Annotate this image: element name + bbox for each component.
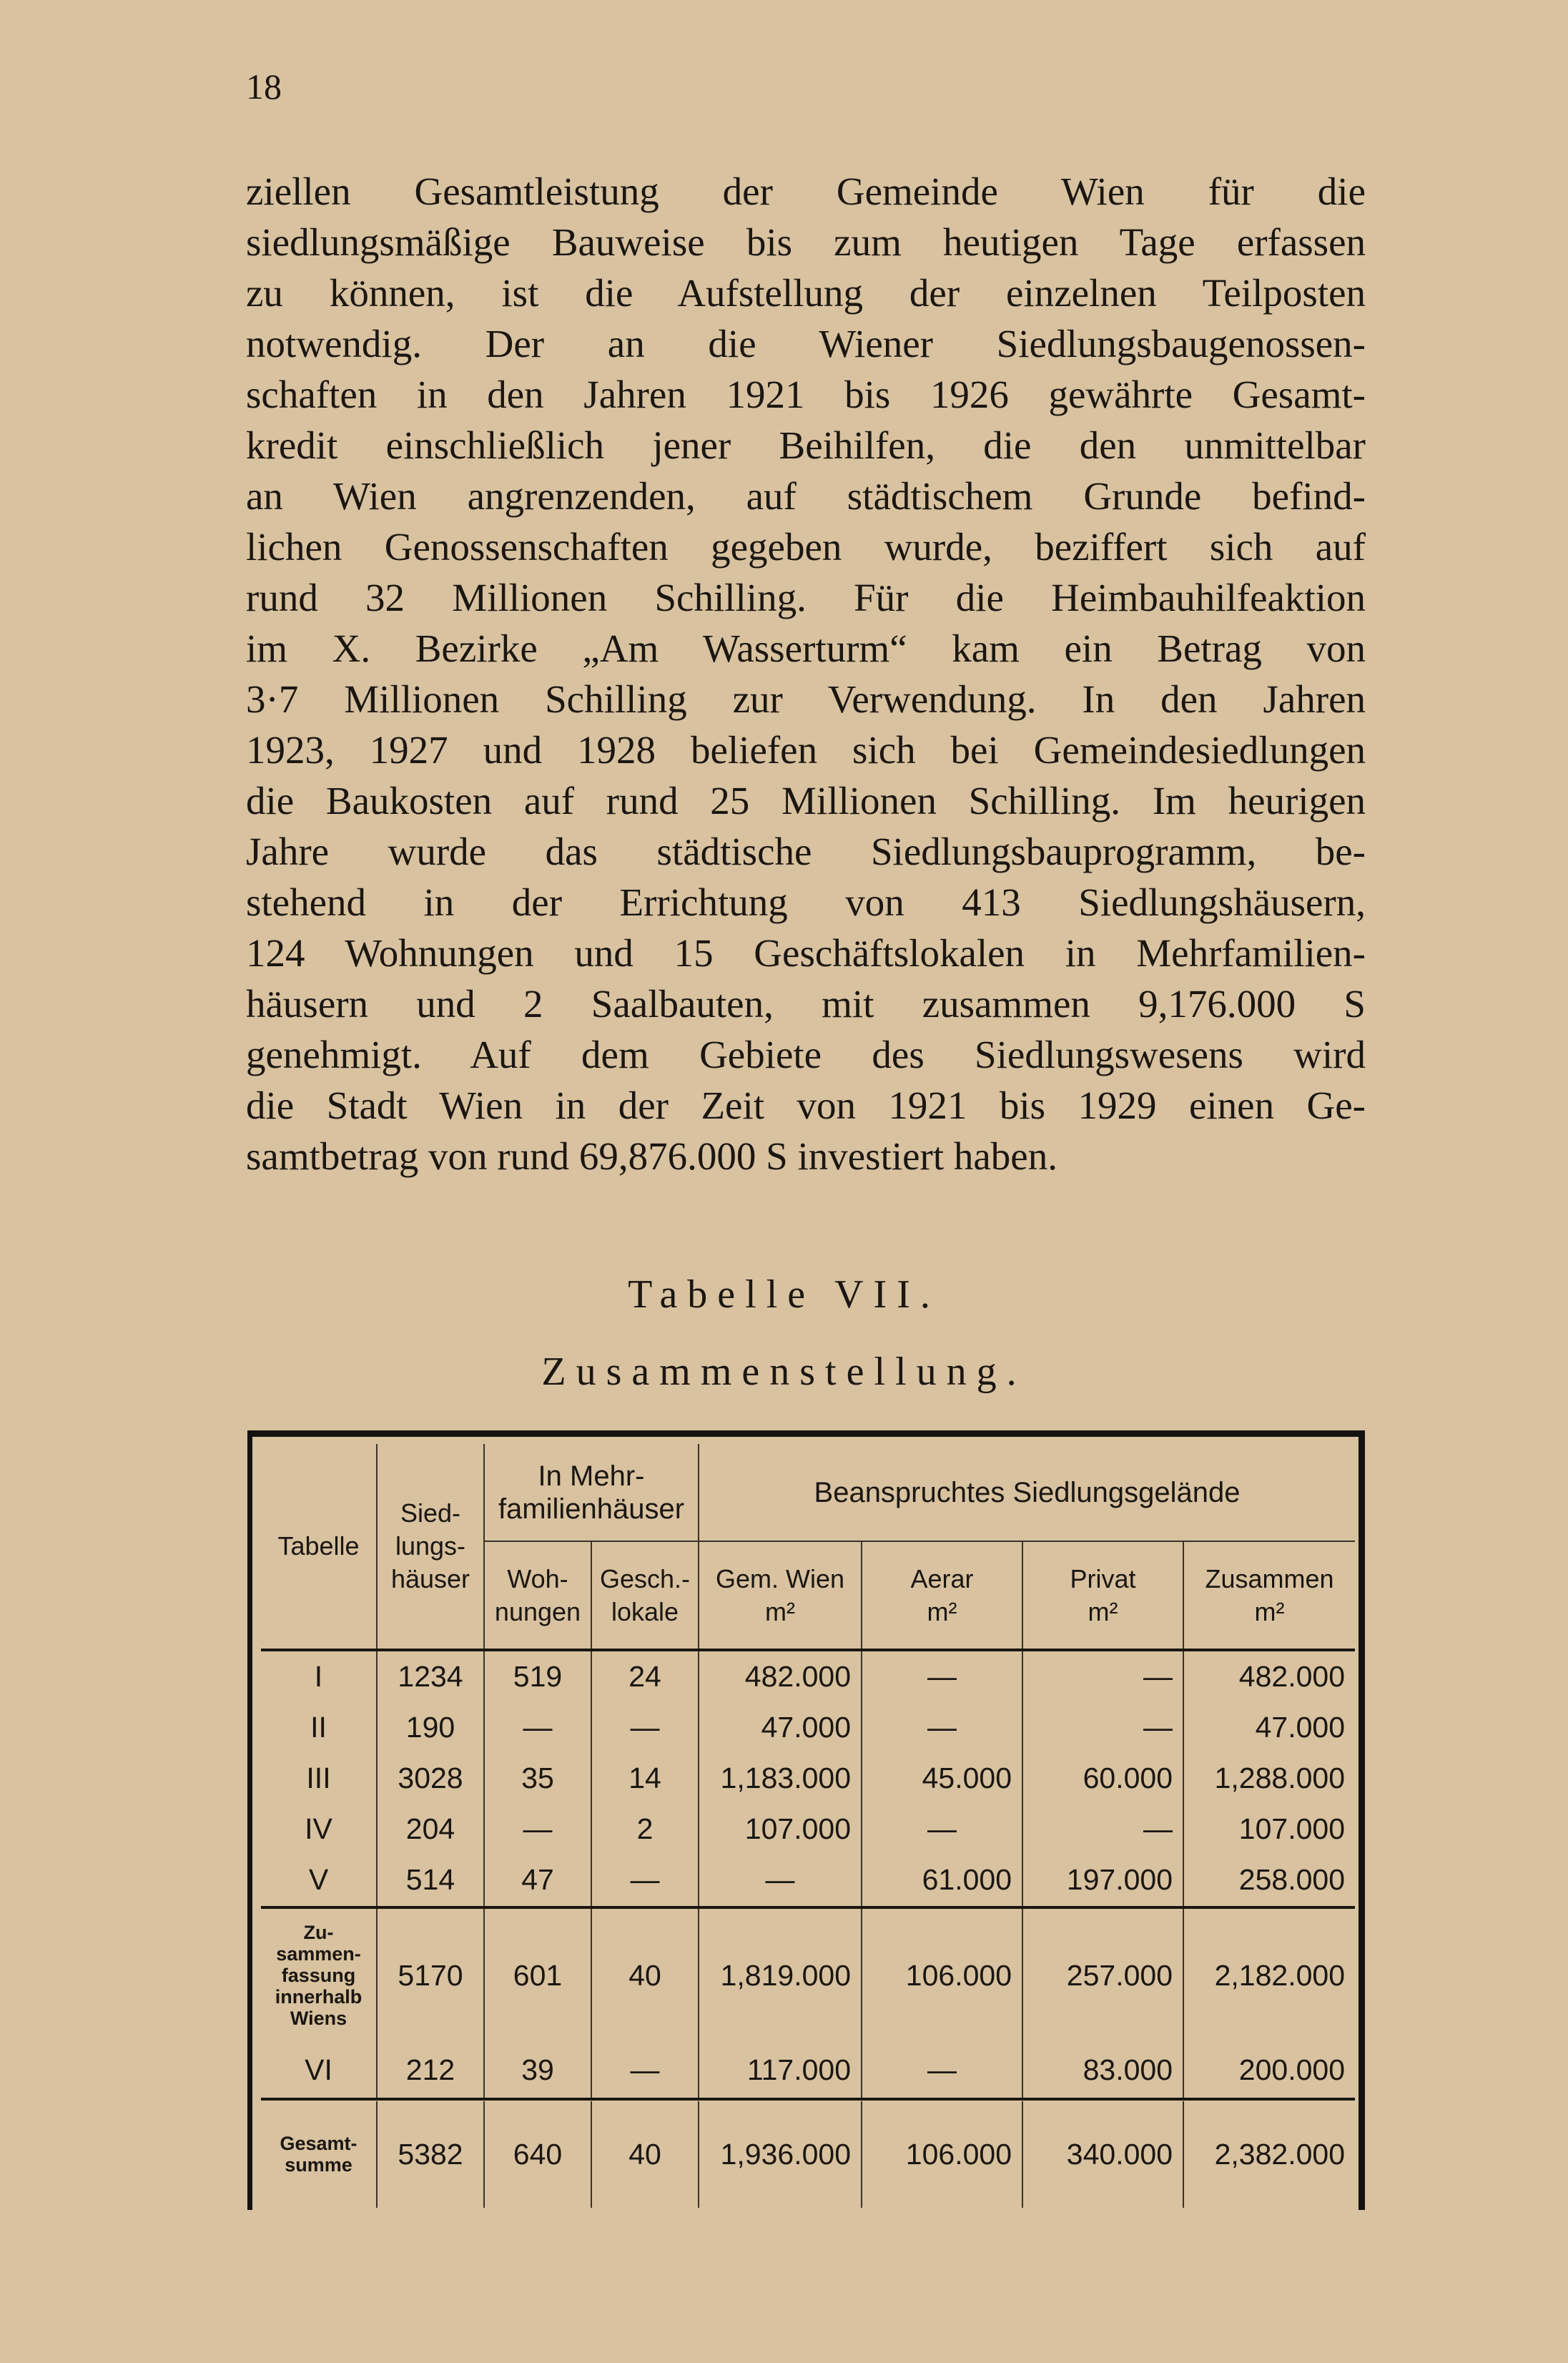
summary-table bbox=[261, 1444, 1355, 2208]
cell-gemeinde-wien: 107.000 bbox=[699, 1804, 862, 1854]
cell-privat: — bbox=[1022, 1702, 1183, 1753]
cell-siedlungshaeuser: 204 bbox=[377, 1804, 484, 1854]
table-frame bbox=[247, 1430, 1365, 2210]
cell-geschaeftslokale: — bbox=[591, 1702, 699, 1753]
col-header-wohnungen: Woh- nungen bbox=[484, 1541, 591, 1650]
table-subtitle: Zusammenstellung. bbox=[541, 1350, 1027, 1394]
cell-zusammen: 200.000 bbox=[1238, 2053, 1346, 2086]
text-line: 124 Wohnungen und 15 Geschäftslokalen in Mehrfamilien- bbox=[246, 931, 1366, 975]
table-row bbox=[261, 1651, 1355, 1702]
text-line: kredit einschließlich jener Beihilfen, die den unmittelbar bbox=[246, 423, 1366, 467]
cell-gemeinde-wien: 482.000 bbox=[699, 1651, 862, 1702]
summary-label: Zu- sammen- fassung innerhalb Wiens bbox=[261, 1909, 377, 2043]
text-line: schaften in den Jahren 1921 bis 1926 gewährte Gesamt- bbox=[246, 373, 1366, 416]
text-line: an Wien angrenzenden, auf städtischem Grunde befind- bbox=[246, 474, 1366, 518]
cell-wohnungen: 39 bbox=[484, 2043, 591, 2100]
text-line: samtbetrag von rund 69,876.000 S investiert haben. bbox=[246, 1134, 1057, 1178]
col-header-gemeinde-wien: Gem. Wien m² bbox=[699, 1541, 862, 1650]
cell-siedlungshaeuser: 1234 bbox=[377, 1651, 484, 1702]
cell-wohnungen: 35 bbox=[484, 1753, 591, 1804]
text-line: 3·7 Millionen Schilling zur Verwendung. In den Jahren bbox=[246, 677, 1366, 721]
cell-aerar: — bbox=[862, 1702, 1022, 1753]
cell-gemeinde-wien: 1,936.000 bbox=[699, 2101, 862, 2208]
text-line: rund 32 Millionen Schilling. Für die Heimbauhilfeaktion bbox=[246, 576, 1366, 619]
col-header-siedlungsgelaende: Beanspruchtes Siedlungsgelände bbox=[699, 1444, 1355, 1541]
cell-siedlungshaeuser: 5382 bbox=[377, 2101, 484, 2208]
text-line: im X. Bezirke „Am Wasserturm“ kam ein Betrag von bbox=[246, 627, 1366, 670]
cell-gemeinde-wien: 1,183.000 bbox=[699, 1753, 862, 1804]
text-line: notwendig. Der an die Wiener Siedlungsbaugenossen- bbox=[246, 322, 1366, 365]
text-line: 1923, 1927 und 1928 beliefen sich bei Gemeindesiedlungen bbox=[246, 728, 1366, 772]
cell-siedlungshaeuser: 514 bbox=[377, 1854, 484, 1907]
cell-geschaeftslokale: 24 bbox=[591, 1651, 699, 1702]
cell-geschaeftslokale: 14 bbox=[591, 1753, 699, 1804]
total-label: Gesamt- summe bbox=[261, 2101, 377, 2208]
row-label: V bbox=[261, 1854, 377, 1907]
col-header-zusammen: Zusammen m² bbox=[1205, 1563, 1334, 1626]
cell-privat: 197.000 bbox=[1022, 1854, 1183, 1907]
cell-siedlungshaeuser: 190 bbox=[377, 1702, 484, 1753]
cell-gemeinde-wien: 47.000 bbox=[699, 1702, 862, 1753]
cell-geschaeftslokale: — bbox=[591, 1854, 699, 1907]
cell-zusammen: 258.000 bbox=[1238, 1863, 1346, 1897]
col-header-siedlungshaeuser: Sied- lungs- häuser bbox=[377, 1444, 484, 1650]
cell-wohnungen: 601 bbox=[484, 1909, 591, 2043]
text-line: zu können, ist die Aufstellung der einzelnen Teilposten bbox=[246, 271, 1366, 315]
cell-privat: 257.000 bbox=[1022, 1909, 1183, 2043]
col-header-aerar: Aerar m² bbox=[862, 1541, 1022, 1650]
cell-wohnungen: — bbox=[484, 1702, 591, 1753]
cell-zusammen: 107.000 bbox=[1238, 1812, 1346, 1846]
cell-zusammen: 2,382.000 bbox=[1214, 2137, 1346, 2171]
cell-aerar: 106.000 bbox=[862, 1909, 1022, 2043]
table-title: Tabelle VII. bbox=[628, 1272, 940, 1317]
cell-privat: 340.000 bbox=[1022, 2101, 1183, 2208]
body-paragraph bbox=[246, 166, 1366, 1182]
text-line: lichen Genossenschaften gegeben wurde, beziffert sich auf bbox=[246, 525, 1366, 569]
cell-wohnungen: 47 bbox=[484, 1854, 591, 1907]
summary-row bbox=[261, 1909, 1355, 2043]
text-line: häusern und 2 Saalbauten, mit zusammen 9,176.000 S bbox=[246, 982, 1366, 1026]
cell-aerar: — bbox=[862, 2043, 1022, 2100]
col-header-privat: Privat m² bbox=[1022, 1541, 1183, 1650]
page-number: 18 bbox=[246, 67, 282, 107]
text-line: die Stadt Wien in der Zeit von 1921 bis 1929 einen Ge- bbox=[246, 1084, 1366, 1127]
cell-siedlungshaeuser: 5170 bbox=[377, 1909, 484, 2043]
cell-aerar: — bbox=[862, 1804, 1022, 1854]
table-row bbox=[261, 1854, 1355, 1907]
cell-siedlungshaeuser: 3028 bbox=[377, 1753, 484, 1804]
cell-zusammen: 1,288.000 bbox=[1214, 1762, 1346, 1795]
table-row bbox=[261, 2043, 1355, 2100]
cell-wohnungen: — bbox=[484, 1804, 591, 1854]
cell-privat: 83.000 bbox=[1022, 2043, 1183, 2100]
cell-aerar: — bbox=[862, 1651, 1022, 1702]
text-line: die Baukosten auf rund 25 Millionen Schilling. Im heurigen bbox=[246, 779, 1366, 822]
cell-wohnungen: 640 bbox=[484, 2101, 591, 2208]
cell-privat: — bbox=[1022, 1804, 1183, 1854]
text-line: Jahre wurde das städtische Siedlungsbauprogramm, be- bbox=[246, 830, 1366, 873]
text-line: ziellen Gesamtleistung der Gemeinde Wien für die bbox=[246, 170, 1366, 213]
text-line: stehend in der Errichtung von 413 Siedlungshäusern, bbox=[246, 880, 1366, 924]
col-header-geschaeftslokale: Gesch.- lokale bbox=[591, 1541, 699, 1650]
table-row bbox=[261, 1804, 1355, 1854]
text-line: siedlungsmäßige Bauweise bis zum heutigen Tage erfassen bbox=[246, 220, 1366, 264]
table-row bbox=[261, 1702, 1355, 1753]
cell-geschaeftslokale: 40 bbox=[591, 1909, 699, 2043]
cell-siedlungshaeuser: 212 bbox=[377, 2043, 484, 2100]
text-line: genehmigt. Auf dem Gebiete des Siedlungswesens wird bbox=[246, 1033, 1366, 1076]
cell-geschaeftslokale: — bbox=[591, 2043, 699, 2100]
cell-geschaeftslokale: 2 bbox=[591, 1804, 699, 1854]
row-label: IV bbox=[261, 1804, 377, 1854]
table-row bbox=[261, 1753, 1355, 1804]
cell-zusammen: 47.000 bbox=[1255, 1711, 1346, 1744]
cell-aerar: 61.000 bbox=[862, 1854, 1022, 1907]
cell-aerar: 45.000 bbox=[862, 1753, 1022, 1804]
col-header-tabelle: Tabelle bbox=[261, 1444, 377, 1650]
cell-gemeinde-wien: — bbox=[699, 1854, 862, 1907]
cell-wohnungen: 519 bbox=[484, 1651, 591, 1702]
cell-zusammen: 2,182.000 bbox=[1214, 1958, 1346, 1992]
cell-gemeinde-wien: 1,819.000 bbox=[699, 1909, 862, 2043]
cell-privat: — bbox=[1022, 1651, 1183, 1702]
cell-aerar: 106.000 bbox=[862, 2101, 1022, 2208]
cell-gemeinde-wien: 117.000 bbox=[699, 2043, 862, 2100]
total-row bbox=[261, 2101, 1355, 2208]
cell-privat: 60.000 bbox=[1022, 1753, 1183, 1804]
row-label: III bbox=[261, 1753, 377, 1804]
col-header-mehrfamilienhaeuser: In Mehr- familienhäuser bbox=[484, 1444, 699, 1541]
cell-zusammen: 482.000 bbox=[1238, 1660, 1346, 1694]
row-label: I bbox=[261, 1651, 377, 1702]
row-label: VI bbox=[261, 2043, 377, 2100]
cell-geschaeftslokale: 40 bbox=[591, 2101, 699, 2208]
row-label: II bbox=[261, 1702, 377, 1753]
